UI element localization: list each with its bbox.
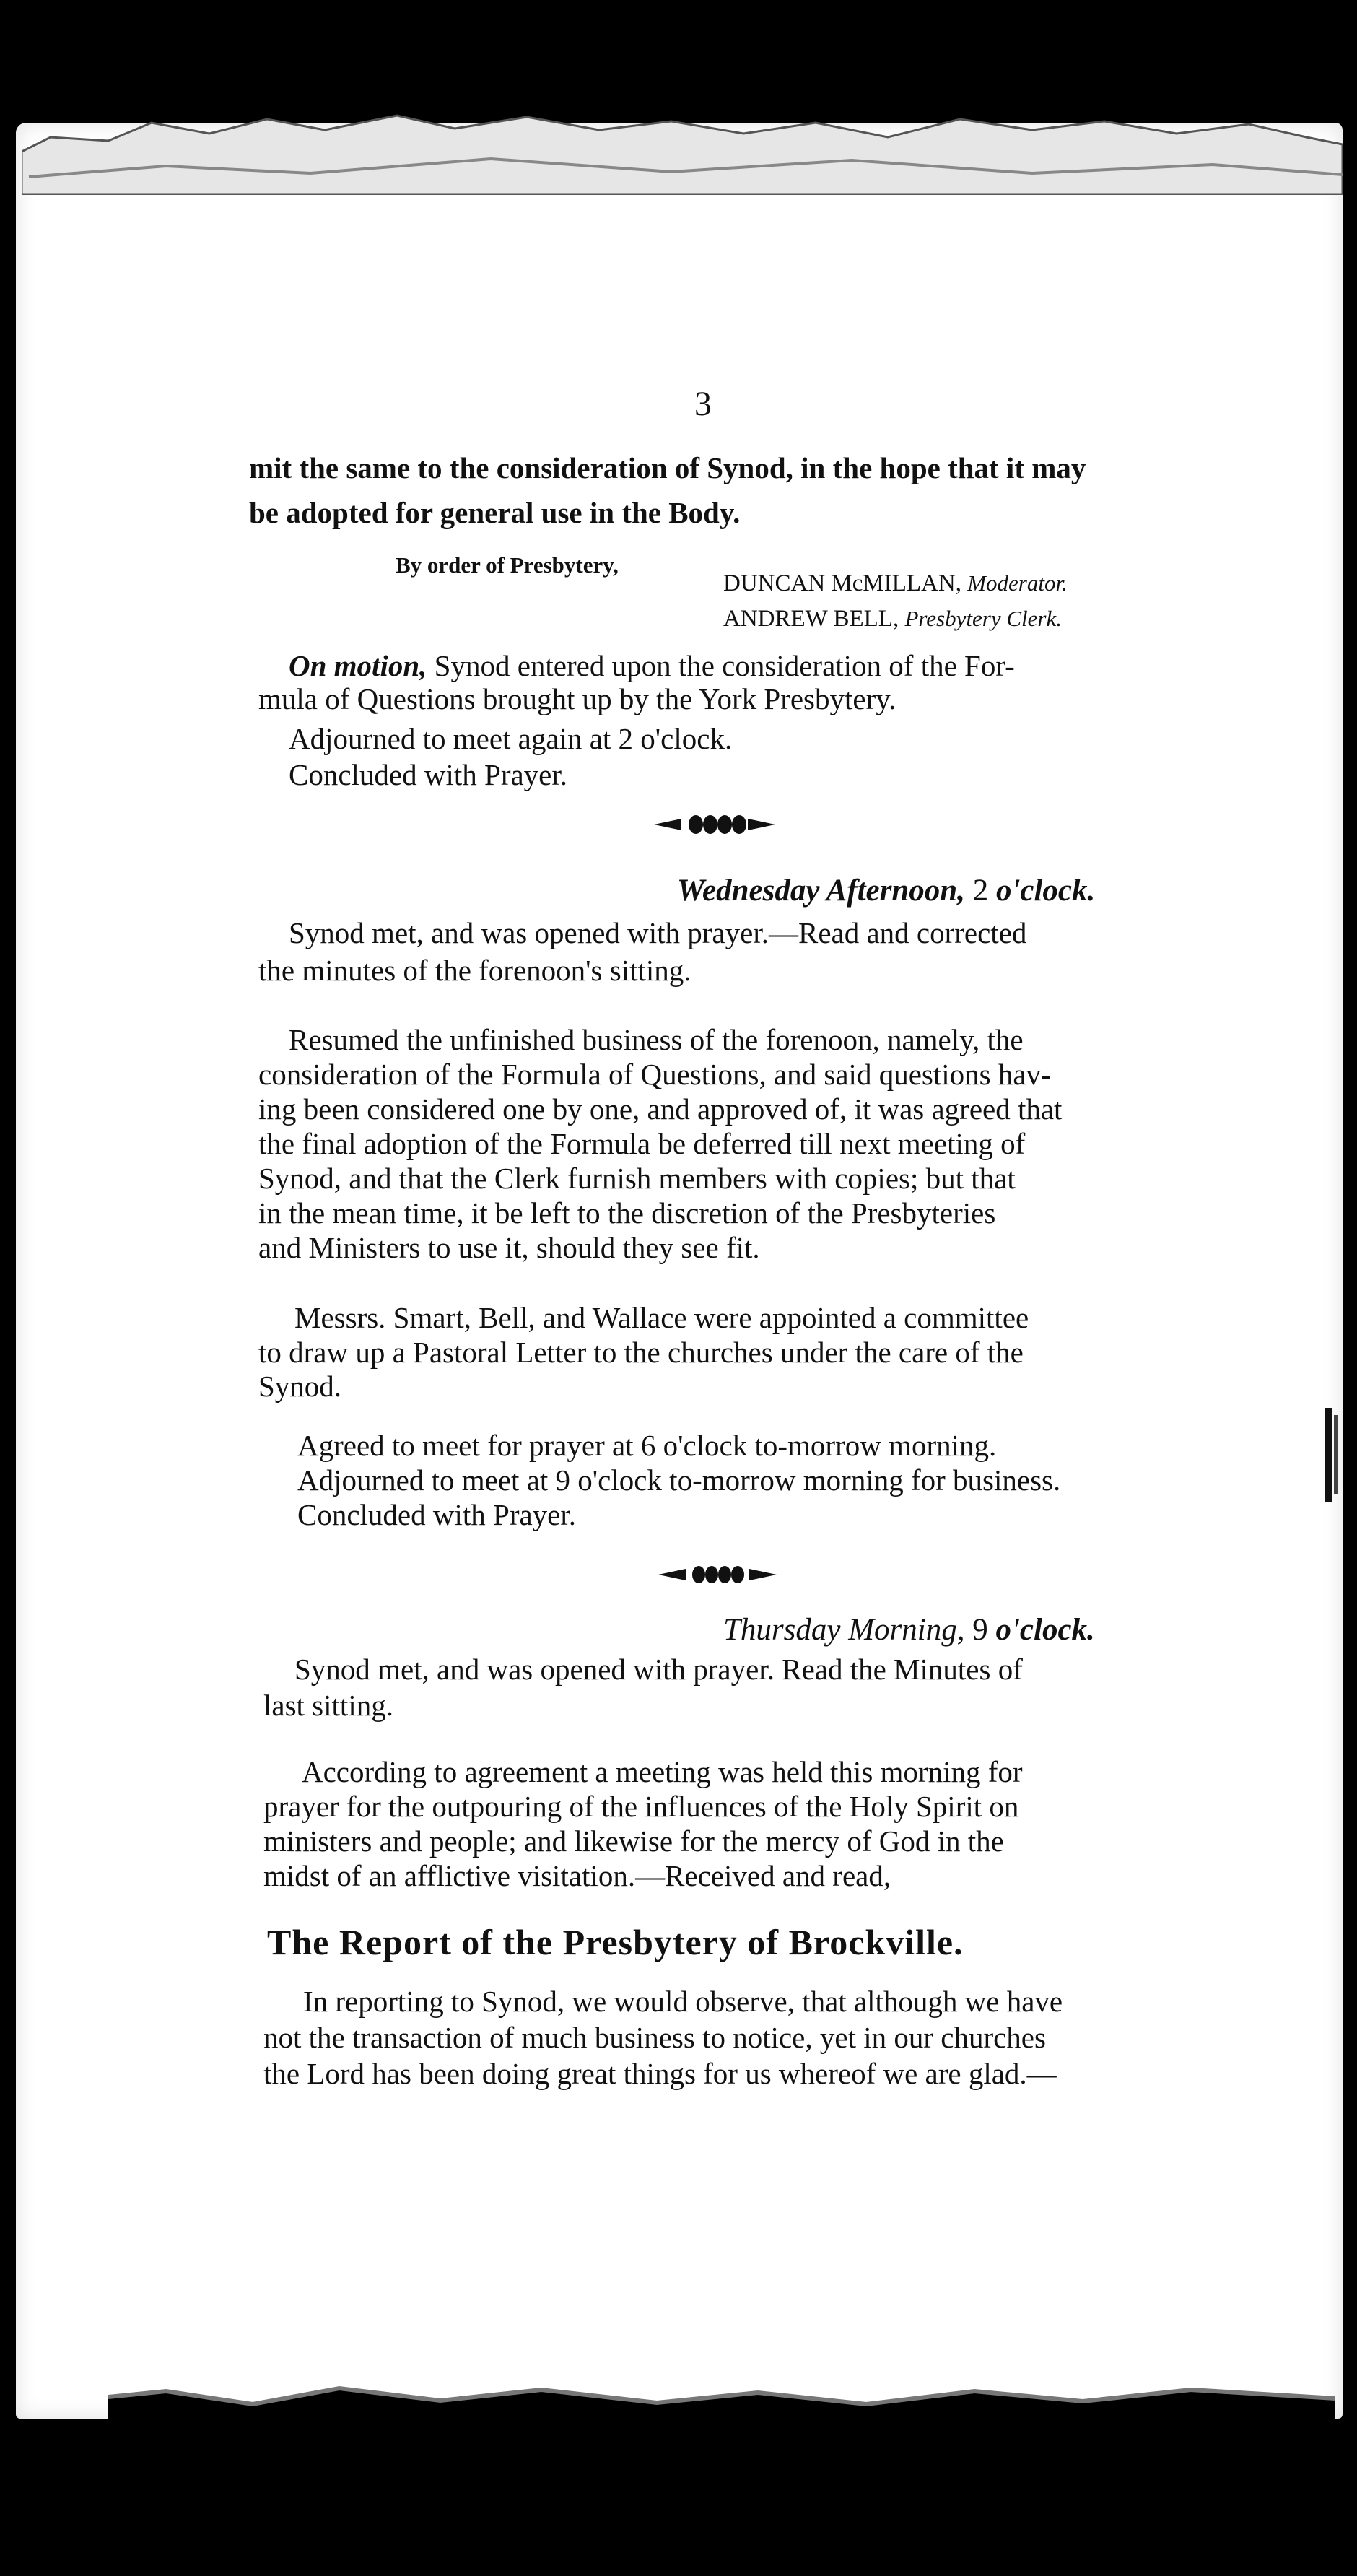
text-line: prayer for the outpouring of the influences of the Holy Spirit on xyxy=(263,1790,1019,1823)
text-line: According to agreement a meeting was held this morning for xyxy=(302,1755,1023,1788)
text-line: to draw up a Pastoral Letter to the churches under the care of the xyxy=(258,1336,1024,1369)
text-line: Synod met, and was opened with prayer. Read the Minutes of xyxy=(294,1653,1023,1686)
text-line: In reporting to Synod, we would observe, that although we have xyxy=(303,1985,1063,2018)
signatory-name: ANDREW BELL, xyxy=(723,606,899,632)
text-line: Adjourned to meet again at 2 o'clock. xyxy=(289,722,733,755)
torn-top-edge xyxy=(22,108,1343,195)
text-line: and Ministers to use it, should they see fit. xyxy=(258,1231,760,1264)
text-line: mula of Questions brought up by the York Presbytery. xyxy=(258,682,896,715)
signature-line xyxy=(723,607,1062,631)
text-line xyxy=(289,651,1015,681)
text-line: Agreed to meet for prayer at 6 o'clock to-morrow morning. xyxy=(297,1429,997,1462)
text-line: not the transaction of much business to notice, yet in our churches xyxy=(263,2021,1046,2054)
section-heading-wednesday xyxy=(677,875,1095,906)
ornament-divider xyxy=(657,1561,778,1588)
text-span: Synod entered upon the consideration of the For- xyxy=(434,649,1015,682)
text-line: ministers and people; and likewise for the mercy of God in the xyxy=(263,1824,1004,1858)
heading-time-word: o'clock. xyxy=(995,1613,1095,1647)
report-heading: The Report of the Presbytery of Brockville. xyxy=(267,1922,964,1962)
signatory-role: Presbytery Clerk. xyxy=(904,606,1062,631)
text-line: midst of an afflictive visitation.—Received and read, xyxy=(263,1859,891,1892)
text-line: last sitting. xyxy=(263,1689,393,1722)
text-line: Adjourned to meet at 9 o'clock to-morrow morning for business. xyxy=(297,1463,1061,1497)
heading-time-number: 9 xyxy=(972,1613,988,1647)
text-line: the Lord has been doing great things for us whereof we are glad.— xyxy=(263,2057,1057,2090)
heading-time-word: o'clock. xyxy=(995,874,1096,908)
signature-line xyxy=(723,572,1068,596)
binding-mark xyxy=(1321,1408,1343,1502)
text-line: Concluded with Prayer. xyxy=(289,758,568,791)
motion-lead: On motion, xyxy=(289,649,427,682)
torn-bottom-edge xyxy=(108,2375,1335,2455)
text-line: Synod met, and was opened with prayer.—Read and corrected xyxy=(289,916,1027,949)
heading-day: Wednesday Afternoon, xyxy=(677,874,965,908)
text-line: Resumed the unfinished business of the forenoon, namely, the xyxy=(289,1023,1024,1056)
text-line: consideration of the Formula of Questions, and said questions hav- xyxy=(258,1058,1051,1091)
text-line: Concluded with Prayer. xyxy=(297,1498,577,1531)
text-line: Synod. xyxy=(258,1370,342,1403)
text-line: in the mean time, it be left to the discretion of the Presbyteries xyxy=(258,1196,996,1230)
text-line: the final adoption of the Formula be deferred till next meeting of xyxy=(258,1127,1026,1160)
ornament-divider xyxy=(653,810,777,839)
signatory-role: Moderator. xyxy=(967,570,1068,596)
text-line: ing been considered one by one, and approved of, it was agreed that xyxy=(258,1092,1063,1126)
text-line: Messrs. Smart, Bell, and Wallace were appointed a committee xyxy=(294,1301,1029,1334)
text-line: the minutes of the forenoon's sitting. xyxy=(258,954,691,987)
section-heading-thursday xyxy=(723,1614,1095,1645)
text-line: mit the same to the consideration of Synod, in the hope that it may xyxy=(249,451,1086,484)
signature-by-order: By order of Presbytery, xyxy=(396,552,619,578)
page-number: 3 xyxy=(694,385,712,423)
signatory-name: DUNCAN McMILLAN, xyxy=(723,570,961,596)
heading-time-number: 2 xyxy=(972,874,989,908)
heading-day: Thursday Morning, xyxy=(723,1613,965,1647)
text-line: Synod, and that the Clerk furnish members with copies; but that xyxy=(258,1162,1016,1195)
text-line: be adopted for general use in the Body. xyxy=(249,496,741,529)
